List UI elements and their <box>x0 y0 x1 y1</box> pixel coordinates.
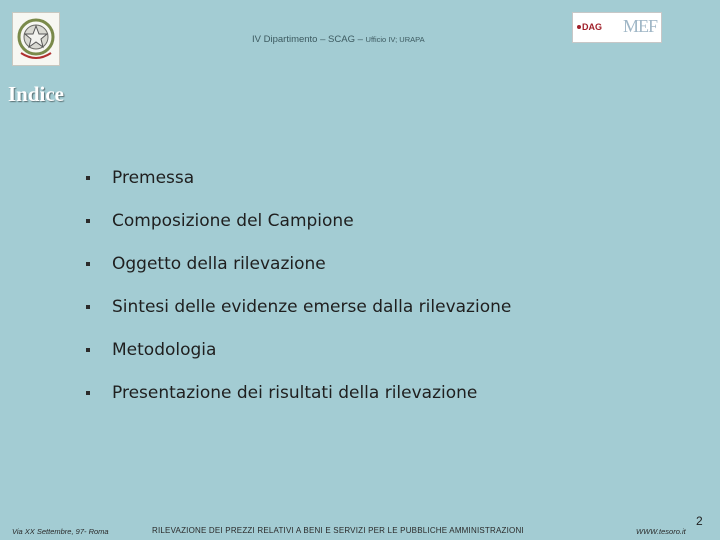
square-bullet-icon <box>86 305 90 309</box>
square-bullet-icon <box>86 219 90 223</box>
footer-address: Via XX Settembre, 97- Roma <box>12 527 109 536</box>
square-bullet-icon <box>86 262 90 266</box>
italian-republic-emblem-icon <box>12 12 60 66</box>
header-office-text: Ufficio IV; URAPA <box>365 35 425 44</box>
square-bullet-icon <box>86 348 90 352</box>
mef-logo-icon <box>623 16 657 37</box>
toc-item-label: Sintesi delle evidenze emerse dalla rilevazione <box>112 297 512 317</box>
square-bullet-icon <box>86 176 90 180</box>
toc-item-label: Presentazione dei risultati della rilevazione <box>112 383 478 403</box>
page-number: 2 <box>696 514 703 528</box>
mef-logo-text: MEF <box>623 16 658 36</box>
square-bullet-icon <box>86 391 90 395</box>
footer-title: RILEVAZIONE DEI PREZZI RELATIVI A BENI E SERVIZI PER LE PUBBLICHE AMMINISTRAZIONI <box>152 526 524 535</box>
header-department-text: IV Dipartimento – SCAG – <box>252 34 366 45</box>
header-department <box>252 34 425 45</box>
toc-item-label: Oggetto della rilevazione <box>112 254 326 274</box>
dag-logo-text: DAG <box>582 22 602 32</box>
toc-item-label: Metodologia <box>112 340 217 360</box>
dag-logo-icon <box>577 22 602 32</box>
page-title: Indice <box>8 82 65 106</box>
toc-item-label: Composizione del Campione <box>112 211 354 231</box>
footer-website: WWW.tesoro.it <box>636 527 686 536</box>
header-logos <box>572 12 662 43</box>
toc-item-label: Premessa <box>112 168 195 188</box>
